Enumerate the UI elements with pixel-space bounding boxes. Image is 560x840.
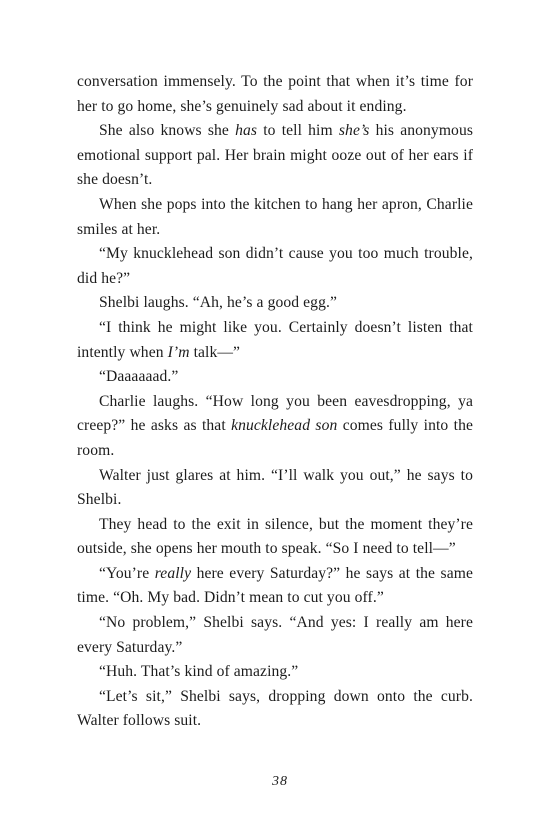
text-run: talk—” <box>189 343 241 361</box>
paragraph <box>77 316 473 365</box>
italic-run: knucklehead son <box>231 417 338 435</box>
paragraph <box>77 685 473 734</box>
page-number: 38 <box>272 774 288 789</box>
text-run: to tell him <box>257 122 339 140</box>
text-run: his anonymous emotional support pal. Her brain might ooze out of her ears if she doesn’t. <box>77 122 474 189</box>
body-text <box>77 70 473 734</box>
text-run: “No problem,” Shelbi says. “And yes: I really am here every Saturday.” <box>77 614 473 656</box>
text-run: conversation immensely. To the point that when it’s time for her to go home, she’s genuinely sad about it ending. <box>77 73 473 115</box>
text-run: comes fully into the room. <box>77 417 473 459</box>
paragraph <box>77 291 473 316</box>
paragraph <box>77 660 473 685</box>
italic-run: she’s <box>338 122 370 140</box>
text-run: here every Saturday?” he says at the same time. “Oh. My bad. Didn’t mean to cut you off.” <box>77 564 473 607</box>
text-run: “My knucklehead son didn’t cause you too much trouble, did he?” <box>77 245 473 287</box>
paragraph <box>77 242 473 291</box>
text-run: Walter just glares at him. “I’ll walk you out,” he says to Shelbi. <box>77 466 473 509</box>
paragraph <box>77 365 473 390</box>
text-run: “You’re <box>99 564 155 582</box>
text-run: Charlie laughs. “How long you been eavesdropping, ya creep?” he asks as that <box>77 392 473 435</box>
italic-run: has <box>235 122 258 140</box>
text-run: When she pops into the kitchen to hang her apron, Charlie smiles at her. <box>77 195 473 238</box>
italic-run: I’m <box>167 343 190 361</box>
paragraph <box>77 464 473 513</box>
italic-run: really <box>154 564 192 582</box>
text-run: “Let’s sit,” Shelbi says, dropping down onto the curb. Walter follows suit. <box>77 687 473 730</box>
text-run: Shelbi laughs. “Ah, he’s a good egg.” <box>99 294 337 312</box>
paragraph <box>77 513 473 562</box>
paragraph <box>77 562 473 611</box>
paragraph <box>77 611 473 660</box>
paragraph <box>77 390 473 464</box>
paragraph <box>77 119 473 193</box>
paragraph <box>77 193 473 242</box>
text-run: She also knows she <box>99 122 236 140</box>
text-run: They head to the exit in silence, but the moment they’re outside, she opens her mouth to speak. “So I need to tell—” <box>77 515 473 558</box>
text-run: “I think he might like you. Certainly doesn’t listen that intently when <box>77 318 473 361</box>
paragraph <box>77 70 473 119</box>
text-run: “Huh. That’s kind of amazing.” <box>99 663 299 681</box>
text-run: “Daaaaaad.” <box>99 368 179 386</box>
